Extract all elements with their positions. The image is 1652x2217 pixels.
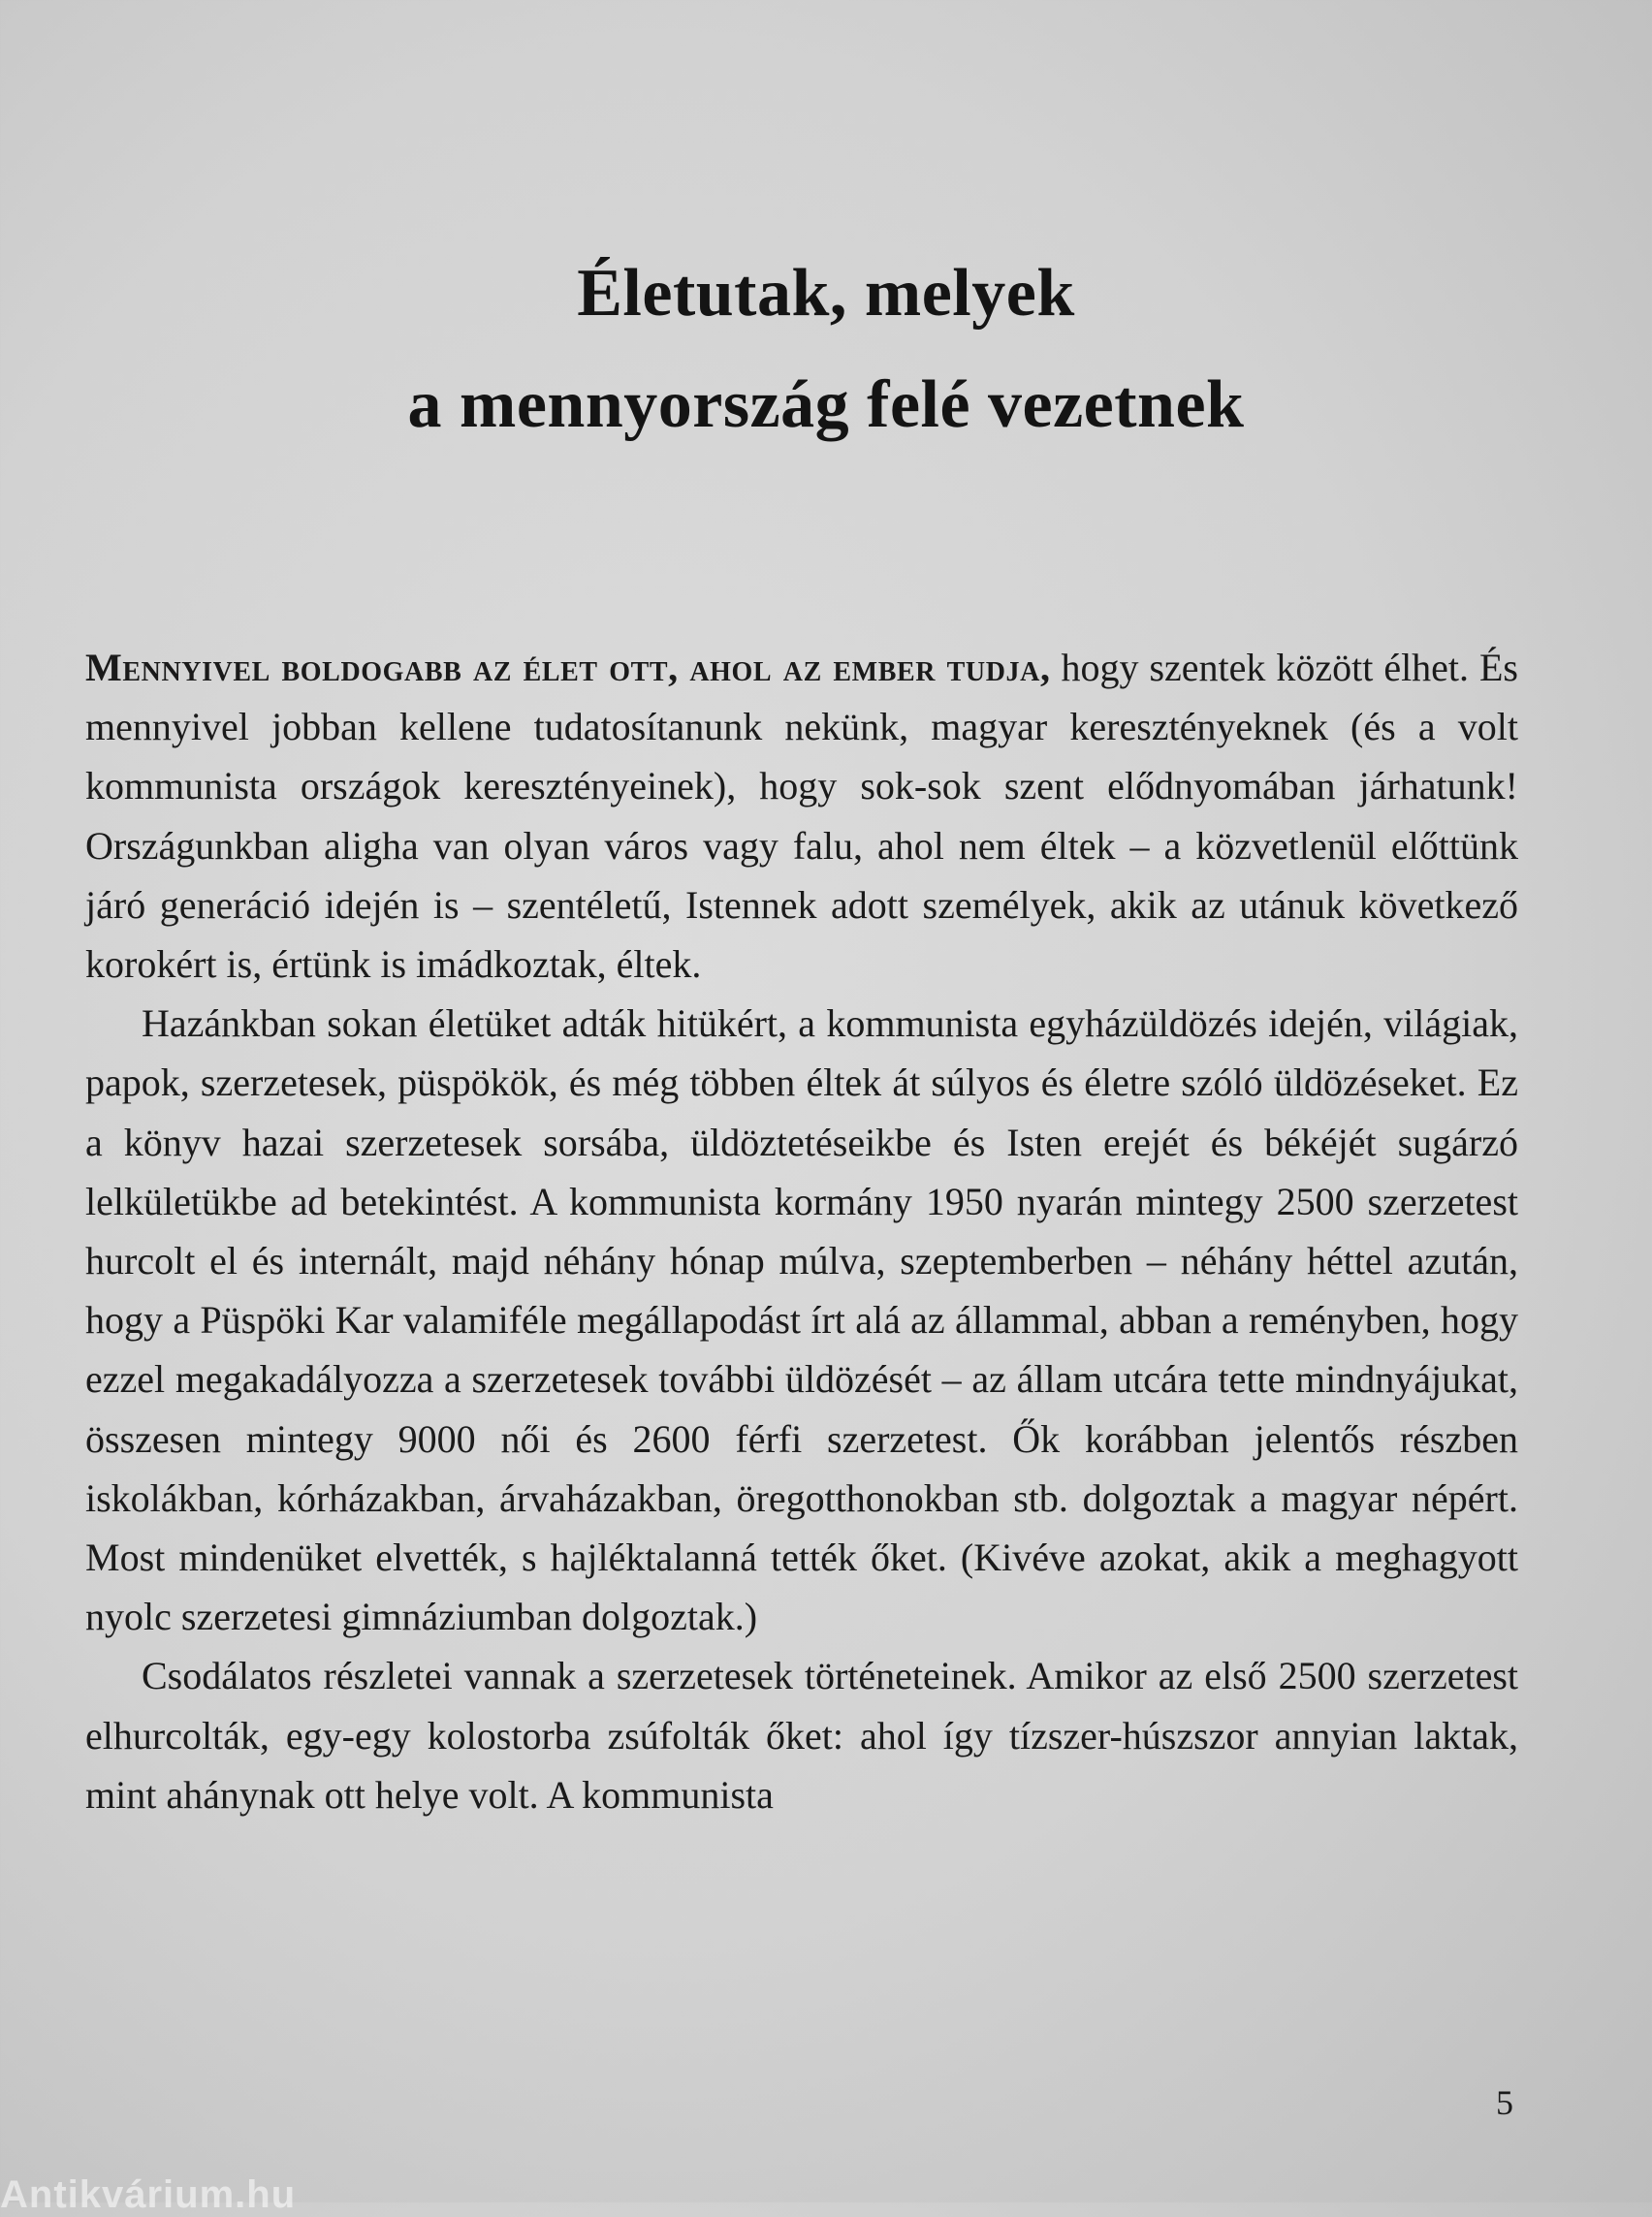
paragraph-3: Csodálatos részletei vannak a szerzetesek történeteinek. Amikor az első 2500 szerzetest elhurcolták, egy-egy kolostorba zsúfolták őket: ahol így tízszer-húszszor annyian laktak, mint ahánynak ott helye volt. A kommunista: [85, 1654, 1518, 1817]
paragraph-1-text: hogy szentek között élhet. És mennyivel jobban kellene tudatosítanunk nekünk, magyar keresztényeknek (és a volt kommunista országok keresztényeinek), hogy sok-sok szent elődnyomában járhatunk! Országunkban aligha van olyan város vagy falu, ahol nem éltek – a közvetlenül előttünk járó generáció idején is – szentéletű, Istennek adott személyek, akik az utánuk következő korokért is, értünk is imádkoztak, éltek.: [85, 646, 1518, 987]
paragraph-2: Hazánkban sokan életüket adták hitükért, a kommunista egyházüldözés idején, világiak, papok, szerzetesek, püspökök, és még többen éltek át súlyos és életre szóló üldözéseket. Ez a könyv hazai szerzetesek sorsába, üldöztetéseikbe és Isten erejét és békéjét sugárzó lelkületükbe ad betekintést. A kommunista kormány 1950 nyarán mintegy 2500 szerzetest hurcolt el és internált, majd néhány hónap múlva, szeptemberben – néhány héttel azután, hogy a Püspöki Kar valamiféle megállapodást írt alá az állammal, abban a reményben, hogy ezzel megakadályozza a szerzetesek további üldözését – az állam utcára tette mindnyájukat, összesen mintegy 9000 női és 2600 férfi szerzetest. Ők korábban jelentős részben iskolákban, kórházakban, árvaházakban, öregotthonokban stb. dolgoztak a magyar népért. Most mindenüket elvették, s hajléktalanná tették őket. (Kivéve azokat, akik a meghagyott nyolc szerzetesi gimnáziumban dolgoztak.): [85, 1001, 1518, 1639]
watermark: Antikvárium.hu: [0, 2173, 297, 2216]
chapter-title-line-2: a mennyország felé vezetnek: [407, 367, 1245, 442]
paragraph-1-lead-in: Mennyivel boldogabb az élet ott, ahol az ember tudja,: [85, 646, 1051, 689]
paragraph-1: [85, 638, 1518, 994]
chapter-title: [0, 238, 1652, 460]
chapter-title-line-1: Életutak, melyek: [577, 256, 1075, 331]
body-text: [85, 638, 1518, 1824]
page-number: 5: [1496, 2083, 1513, 2122]
